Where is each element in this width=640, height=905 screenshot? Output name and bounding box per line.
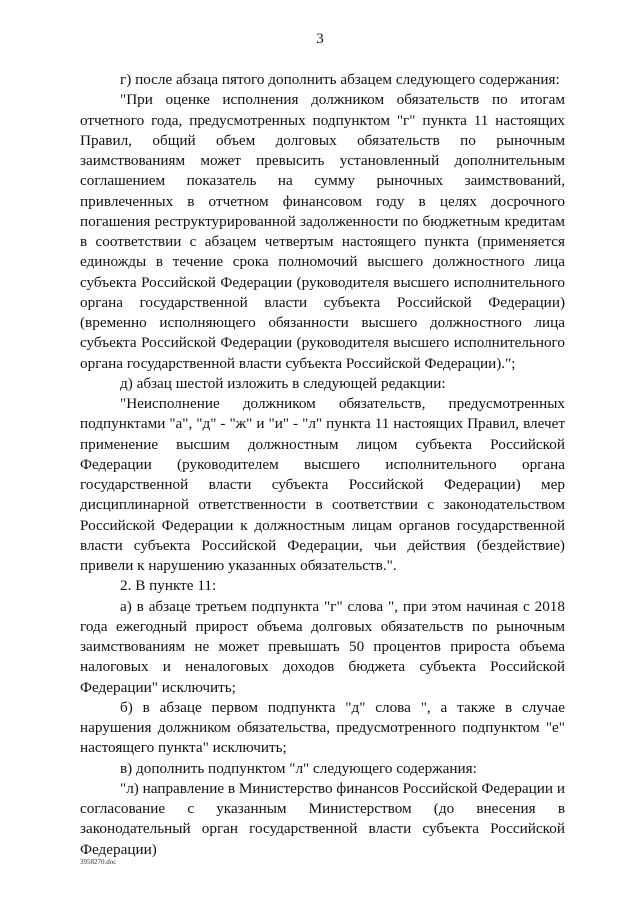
page-number: 3	[316, 31, 324, 47]
document-filename: 3958270.doc	[80, 858, 117, 866]
paragraph-5: 2. В пункте 11:	[120, 577, 217, 595]
paragraph-7: б) в абзаце первом подпункта "д" слова ", а также в случае нарушения должником обязательства, предусмотренного подпунктом "е" настоящего пункта" исключить;	[80, 698, 565, 757]
paragraph-8: в) дополнить подпунктом "л" следующего содержания:	[120, 759, 477, 777]
paragraph-2: "При оценке исполнения должником обязательств по итогам отчетного года, предусмотренных подпунктом "г" пункта 11 настоящих Правил, общий объем долговых обязательств по рыночным заимствованиям может превысить установленный дополнительным соглашением показатель на сумму рыночных заимствований, привлеченных в отчетном финансовом году в целях досрочного погашения реструктурированной задолженности по бюджетным кредитам в соответствии с абзацем четвертым настоящего пункта (применяется единожды в течение срока полномочий высшего должностного лица субъекта Российской Федерации (руководителя высшего исполнительного органа государственной власти субъекта Российской Федерации) (временно исполняющего обязанности высшего должностного лица субъекта Российской Федерации (руководителя высшего исполнительного органа государственной власти субъекта Российской Федерации).";	[80, 91, 565, 372]
paragraph-6: а) в абзаце третьем подпункта "г" слова ", при этом начиная с 2018 года ежегодный прирост объема долговых обязательств по рыночным заимствованиям не может превышать 50 процентов прироста объема налоговых и неналоговых доходов бюджета субъекта Российской Федерации" исключить;	[80, 597, 565, 696]
paragraph-1: г) после абзаца пятого дополнить абзацем следующего содержания:	[120, 71, 560, 88]
document-body	[80, 70, 565, 860]
paragraph-3: д) абзац шестой изложить в следующей редакции:	[120, 374, 446, 392]
paragraph-4: "Неисполнение должником обязательств, предусмотренных подпунктами "а", "д" - "ж" и "и" - "л" пункта 11 настоящих Правил, влечет применение высшим должностным лицом субъекта Российской Федерации (руководителем высшего исполнительного органа государственной власти субъекта Российской Федерации) мер дисциплинарной ответственности в соответствии с законодательством Российской Федерации к должностным лицам органов государственной власти субъекта Российской Федерации, чьи действия (бездействие) привели к нарушению указанных обязательств.".	[80, 395, 565, 574]
paragraph-9: "л) направление в Министерство финансов Российской Федерации и согласование с указанным Министерством (до внесения в законодательный орган государственной власти субъекта Российской Федерации)	[80, 779, 565, 858]
